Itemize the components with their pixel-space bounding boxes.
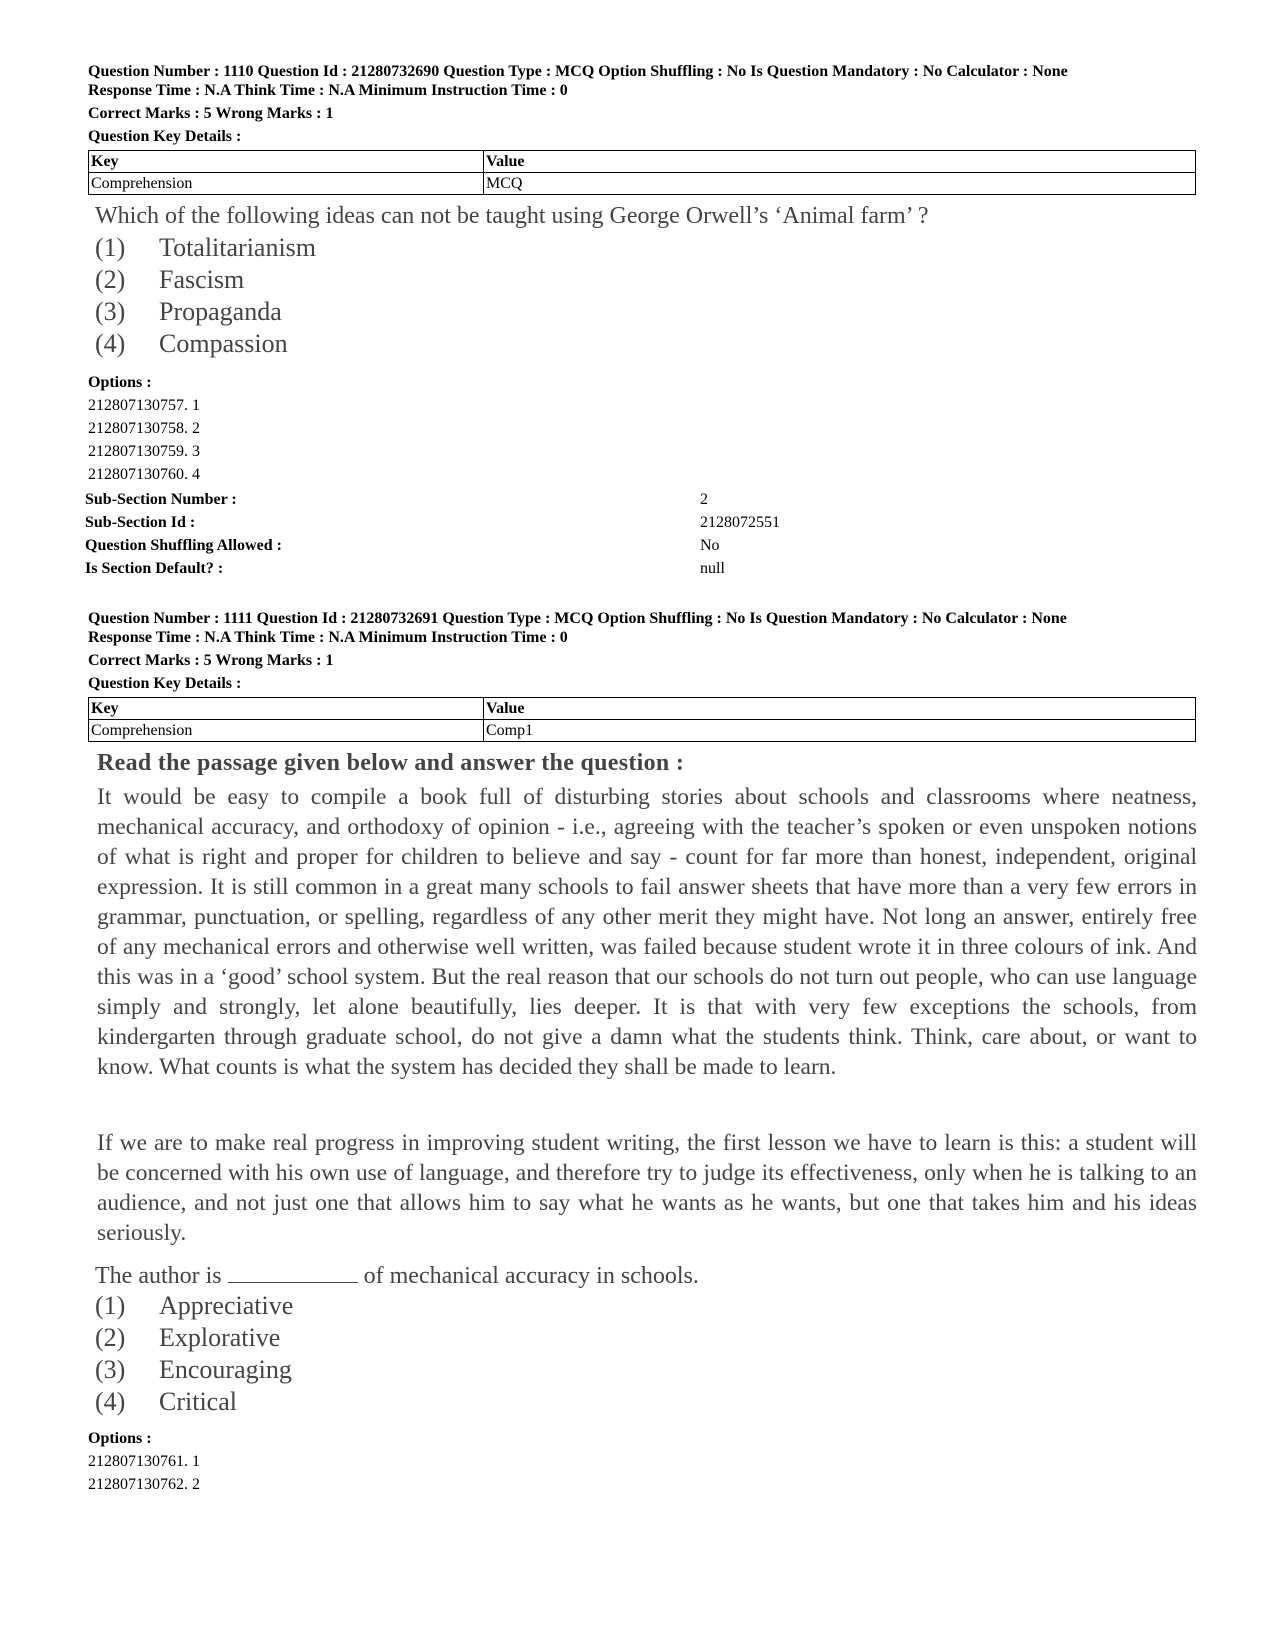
q2-option-id: 212807130761. 1: [88, 1453, 200, 1470]
choice-number: (4): [95, 329, 126, 358]
key-column-header: Key: [89, 151, 484, 173]
subsection-number-label: Sub-Section Number :: [85, 491, 237, 508]
value-column-header: Value: [484, 698, 1196, 720]
value-cell: MCQ: [484, 173, 1196, 195]
table-row: [89, 173, 1196, 195]
choice-text: Totalitarianism: [159, 233, 317, 262]
q1-header-line2: Response Time : N.A Think Time : N.A Minimum Instruction Time : 0: [88, 82, 568, 99]
q1-choice: [95, 233, 316, 263]
question-text-before-blank: The author is: [95, 1263, 222, 1289]
value-column-header: Value: [484, 151, 1196, 173]
q2-choice: [95, 1387, 237, 1417]
choice-number: (1): [95, 1291, 126, 1320]
section-default-label: Is Section Default? :: [85, 560, 224, 577]
q2-option-id: 212807130762. 2: [88, 1476, 200, 1493]
choice-number: (2): [95, 265, 126, 294]
q2-choice: [95, 1323, 280, 1353]
question-shuffling-label: Question Shuffling Allowed :: [85, 537, 282, 554]
passage-paragraph-1: It would be easy to compile a book full of disturbing stories about schools and classrooms where neatness, mechanical accuracy, and orthodoxy of opinion - i.e., agreeing with the teacher’s spoken or even unspoken notions of what is right and proper for children to believe and say - count for far more than honest, independent, original expression. It is still common in a great many schools to fail answer sheets that have more than a very few errors in grammar, punctuation, or spelling, regardless of any other merit they might have. Not long an answer, entirely free of any mechanical errors and otherwise well written, was failed because student wrote it in three colours of ink. And this was in a ‘good’ school system. But the real reason that our schools do not turn out people, who can use language simply and strongly, let alone beautifully, lies deeper. It is that with very few exceptions the schools, from kindergarten through graduate school, do not give a damn what the students think. Think, care about, or want to know. What counts is what the system has decided they shall be made to learn.: [97, 784, 1197, 1080]
choice-text: Propaganda: [159, 297, 282, 326]
table-header-row: [89, 151, 1196, 173]
q1-choice: [95, 297, 282, 327]
q1-option-id: 212807130758. 2: [88, 420, 200, 437]
passage-heading: Read the passage given below and answer the question :: [97, 750, 685, 776]
q1-marks: Correct Marks : 5 Wrong Marks : 1: [88, 105, 334, 122]
choice-text: Compassion: [159, 329, 288, 358]
value-cell: Comp1: [484, 720, 1196, 742]
subsection-number-value: 2: [700, 491, 708, 508]
q1-key-table: [88, 150, 1196, 195]
q1-choice: [95, 265, 244, 295]
q1-key-details-label: Question Key Details :: [88, 128, 242, 145]
table-row: [89, 720, 1196, 742]
q1-choice: [95, 329, 288, 359]
q2-header-line1: Question Number : 1111 Question Id : 21280732691 Question Type : MCQ Option Shuffling : No Is Question Mandatory : No Calculator : None: [88, 610, 1067, 627]
choice-text: Explorative: [159, 1323, 281, 1352]
choice-text: Critical: [159, 1387, 237, 1416]
choice-number: (1): [95, 233, 126, 262]
q2-header-line2: Response Time : N.A Think Time : N.A Minimum Instruction Time : 0: [88, 629, 568, 646]
q2-choice: [95, 1291, 293, 1321]
choice-number: (3): [95, 1355, 126, 1384]
q2-marks: Correct Marks : 5 Wrong Marks : 1: [88, 652, 334, 669]
q2-choice: [95, 1355, 292, 1385]
subsection-id-value: 2128072551: [700, 514, 780, 531]
q1-option-id: 212807130759. 3: [88, 443, 200, 460]
table-header-row: [89, 698, 1196, 720]
q1-option-id: 212807130757. 1: [88, 397, 200, 414]
choice-text: Fascism: [159, 265, 245, 294]
q1-question-text: Which of the following ideas can not be taught using George Orwell’s ‘Animal farm’ ?: [95, 203, 929, 229]
q2-key-table: [88, 697, 1196, 742]
key-cell: Comprehension: [89, 720, 484, 742]
key-column-header: Key: [89, 698, 484, 720]
question-shuffling-value: No: [700, 537, 720, 554]
section-default-value: null: [700, 560, 725, 577]
choice-number: (3): [95, 297, 126, 326]
q2-key-details-label: Question Key Details :: [88, 675, 242, 692]
question-text-after-blank: of mechanical accuracy in schools.: [363, 1263, 699, 1289]
q1-header-line1: Question Number : 1110 Question Id : 21280732690 Question Type : MCQ Option Shuffling : No Is Question Mandatory : No Calculator : None: [88, 63, 1068, 80]
fill-in-blank: [228, 1262, 358, 1283]
q1-options-label: Options :: [88, 374, 152, 391]
q2-options-label: Options :: [88, 1430, 152, 1447]
choice-number: (4): [95, 1387, 126, 1416]
choice-number: (2): [95, 1323, 126, 1352]
choice-text: Encouraging: [159, 1355, 292, 1384]
passage-paragraph-2: If we are to make real progress in improving student writing, the first lesson we have to learn is this: a student will be concerned with his own use of language, and therefore try to judge its effectiveness, only when he is talking to an audience, and not just one that allows him to say what he wants as he wants, but one that takes him and his ideas seriously.: [97, 1130, 1197, 1246]
subsection-id-label: Sub-Section Id :: [85, 514, 196, 531]
q1-option-id: 212807130760. 4: [88, 466, 200, 483]
key-cell: Comprehension: [89, 173, 484, 195]
choice-text: Appreciative: [159, 1291, 294, 1320]
q2-question-text: [95, 1262, 699, 1290]
